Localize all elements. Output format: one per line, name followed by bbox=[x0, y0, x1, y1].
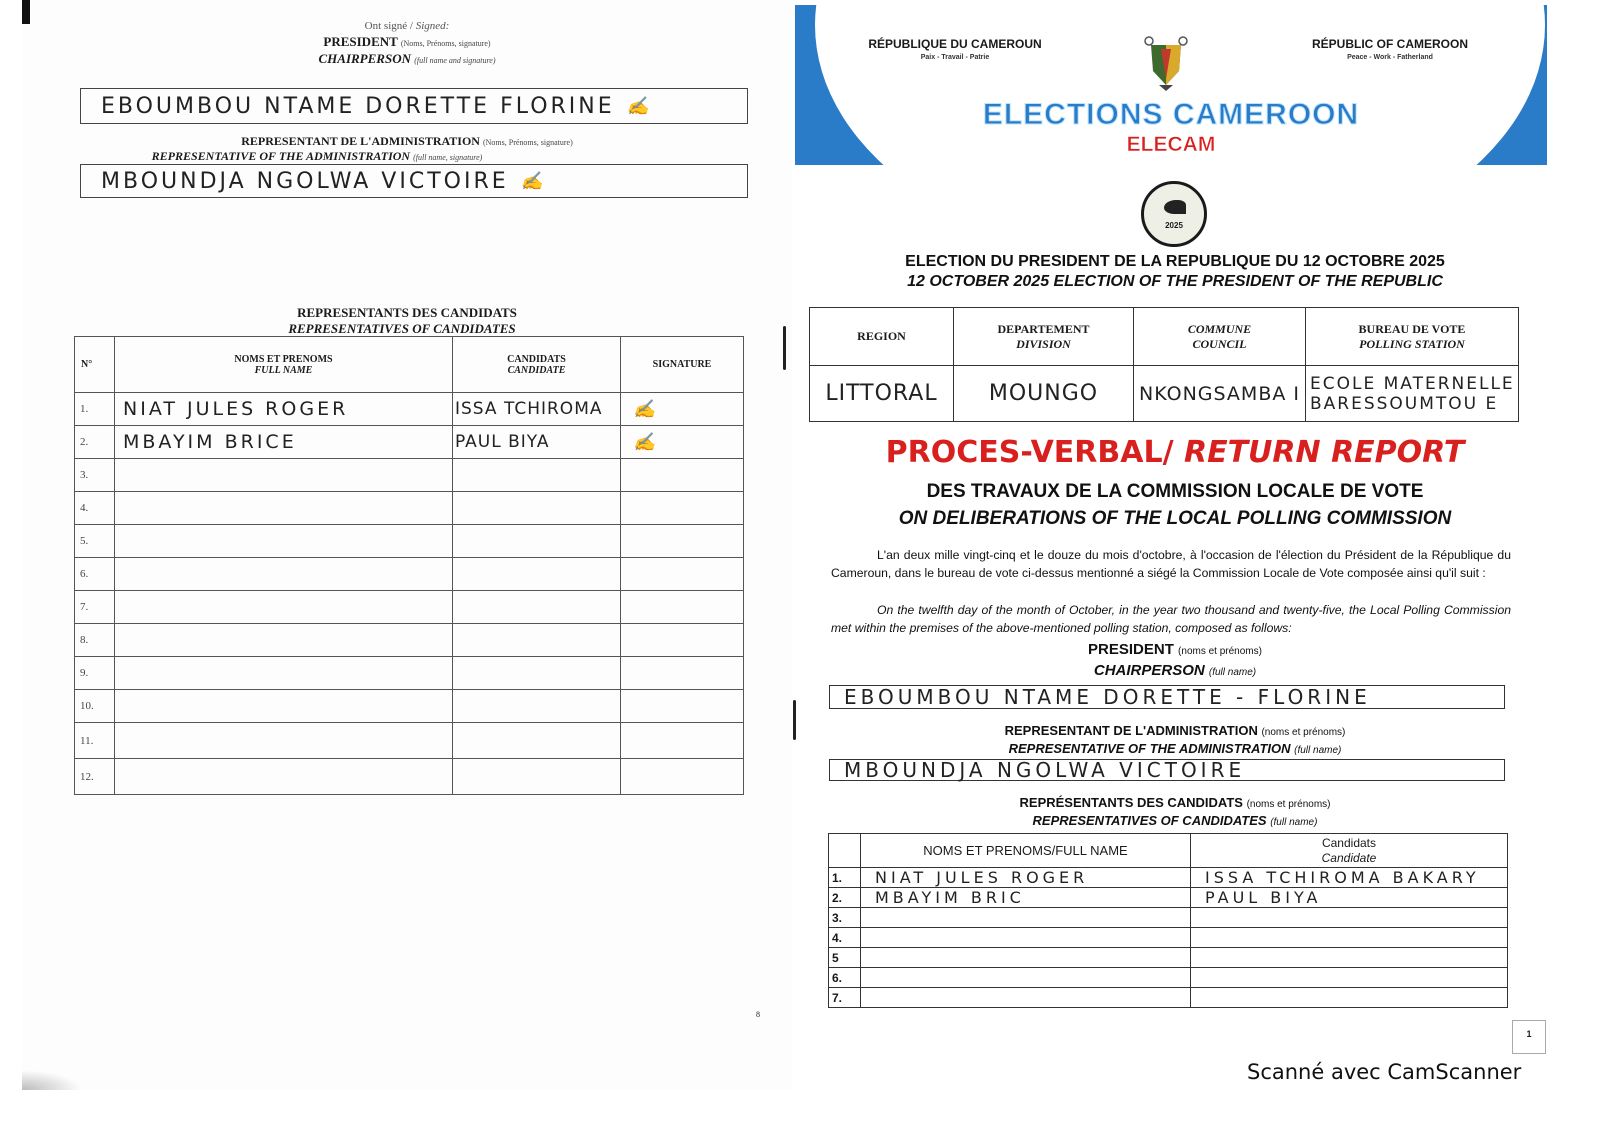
col-full-name: NOMS ET PRENOMS/FULL NAME bbox=[861, 834, 1191, 868]
president-name-field bbox=[829, 685, 1505, 709]
signature-cell bbox=[621, 393, 744, 426]
report-subtitle-fr: DES TRAVAUX DE LA COMMISSION LOCALE DE VOTE bbox=[926, 481, 1424, 502]
col-candidate: Candidats Candidate bbox=[1191, 834, 1508, 868]
candidate-name bbox=[453, 591, 621, 624]
candidate-name bbox=[453, 624, 621, 657]
report-title: PROCES-VERBAL/ RETURN REPORT bbox=[885, 435, 1465, 470]
col-division: DEPARTEMENT DIVISION bbox=[954, 308, 1134, 366]
candidate-name bbox=[1191, 928, 1508, 948]
polling-station-value: ECOLE MATERNELLE BARESSOUMTOU E bbox=[1306, 366, 1519, 422]
row-number: 6. bbox=[829, 968, 861, 988]
signature-cell bbox=[621, 426, 744, 459]
row-number: 5 bbox=[829, 948, 861, 968]
signature-cell bbox=[621, 591, 744, 624]
representative-name bbox=[115, 558, 453, 591]
candidate-name: ISSA TCHIROMA BAKARY bbox=[1191, 868, 1508, 888]
organization-acronym: ELECAM bbox=[1126, 133, 1216, 156]
table-row bbox=[75, 525, 744, 558]
col-no: N° bbox=[75, 337, 115, 393]
row-number: 9. bbox=[75, 657, 115, 690]
table-row bbox=[829, 908, 1508, 928]
candidate-name bbox=[453, 657, 621, 690]
signed-section-header bbox=[22, 20, 792, 67]
table-row bbox=[829, 868, 1508, 888]
representative-name bbox=[115, 759, 453, 795]
signature-cell bbox=[621, 459, 744, 492]
chairperson-label: CHAIRPERSON (full name) bbox=[1093, 662, 1257, 679]
table-row bbox=[829, 968, 1508, 988]
signature-cell bbox=[621, 657, 744, 690]
representative-name bbox=[861, 948, 1191, 968]
region-value: LITTORAL bbox=[810, 366, 954, 422]
candidate-name: PAUL BIYA bbox=[453, 426, 621, 459]
table-row bbox=[829, 888, 1508, 908]
row-number: 11. bbox=[75, 723, 115, 759]
table-row bbox=[75, 558, 744, 591]
administration-label-en: REPRESENTATIVE OF THE ADMINISTRATION (full name) bbox=[1008, 741, 1342, 756]
page-number: 1 bbox=[1512, 1020, 1546, 1054]
election-title: ELECTION DU PRESIDENT DE LA REPUBLIQUE DU 12 OCTOBRE 2025 12 OCTOBER 2025 ELECTION OF THE PRESIDENT OF THE REPUBLIC bbox=[905, 253, 1445, 290]
signature-cell bbox=[621, 759, 744, 795]
candidate-name bbox=[453, 459, 621, 492]
representative-name bbox=[115, 657, 453, 690]
administration-label: REPRESENTANT DE L'ADMINISTRATION (Noms, Prénoms, signature) REPRESENTATIVE OF THE ADMINISTRATION (full name, signature) bbox=[151, 134, 573, 163]
representative-name bbox=[115, 492, 453, 525]
chairperson-label: CHAIRPERSON (full name and signature) bbox=[318, 51, 496, 66]
division-value: MOUNGO bbox=[954, 366, 1134, 422]
table-row bbox=[75, 624, 744, 657]
row-number: 2. bbox=[75, 426, 115, 459]
candidate-name bbox=[1191, 968, 1508, 988]
representative-name: MBAYIM BRICE bbox=[115, 426, 453, 459]
row-number: 12. bbox=[75, 759, 115, 795]
candidate-name bbox=[453, 690, 621, 723]
representative-name bbox=[115, 591, 453, 624]
candidates-label-en: REPRESENTATIVES OF CANDIDATES (full name) bbox=[1032, 813, 1318, 828]
candidate-name bbox=[1191, 908, 1508, 928]
candidates-table bbox=[828, 833, 1508, 1008]
candidate-name bbox=[453, 525, 621, 558]
row-number: 4. bbox=[75, 492, 115, 525]
signature-cell bbox=[621, 525, 744, 558]
table-row bbox=[75, 591, 744, 624]
table-row bbox=[829, 988, 1508, 1008]
header-banner bbox=[795, 5, 1547, 165]
signature-cell bbox=[621, 690, 744, 723]
row-number: 7. bbox=[75, 591, 115, 624]
representative-name: MBAYIM BRIC bbox=[861, 888, 1191, 908]
representative-name: NIAT JULES ROGER bbox=[861, 868, 1191, 888]
representative-name bbox=[861, 968, 1191, 988]
table-row bbox=[75, 393, 744, 426]
representative-name bbox=[115, 690, 453, 723]
candidate-name bbox=[453, 759, 621, 795]
row-number: 4. bbox=[829, 928, 861, 948]
right-page bbox=[795, 5, 1560, 1055]
signature-cell bbox=[621, 723, 744, 759]
margin-mark bbox=[793, 700, 796, 740]
page-shadow bbox=[22, 1070, 82, 1090]
table-row bbox=[75, 690, 744, 723]
row-number: 3. bbox=[75, 459, 115, 492]
col-signature: SIGNATURE bbox=[621, 337, 744, 393]
council-value: NKONGSAMBA I bbox=[1134, 366, 1306, 422]
candidate-name bbox=[453, 492, 621, 525]
row-number: 10. bbox=[75, 690, 115, 723]
row-number: 7. bbox=[829, 988, 861, 1008]
administration-name: MBOUNDJA NGOLWA VICTOIRE bbox=[101, 168, 509, 194]
signature-mark: ✍ bbox=[633, 398, 656, 419]
row-number: 8. bbox=[75, 624, 115, 657]
table-row bbox=[75, 492, 744, 525]
candidate-name bbox=[1191, 988, 1508, 1008]
representative-name bbox=[861, 988, 1191, 1008]
administration-label: REPRESENTANT DE L'ADMINISTRATION (noms et prénoms) bbox=[1004, 723, 1346, 738]
representative-name bbox=[115, 624, 453, 657]
signature-mark: ✍ bbox=[633, 431, 656, 452]
col-council: COMMUNE COUNCIL bbox=[1134, 308, 1306, 366]
row-number: 1. bbox=[75, 393, 115, 426]
col-candidate: CANDIDATS CANDIDATE bbox=[453, 337, 621, 393]
president-name: EBOUMBOU NTAME DORETTE - FLORINE bbox=[844, 685, 1371, 709]
representative-name bbox=[115, 459, 453, 492]
representative-name bbox=[115, 723, 453, 759]
margin-mark bbox=[783, 326, 786, 370]
col-no bbox=[829, 834, 861, 868]
report-subtitle-en: ON DELIBERATIONS OF THE LOCAL POLLING COMMISSION bbox=[898, 508, 1452, 529]
representative-name bbox=[115, 525, 453, 558]
representative-name bbox=[861, 908, 1191, 928]
president-name-field bbox=[80, 88, 748, 124]
representative-name: NIAT JULES ROGER bbox=[115, 393, 453, 426]
row-number: 2. bbox=[829, 888, 861, 908]
camscanner-watermark: Scanné avec CamScanner bbox=[1247, 1060, 1522, 1084]
col-region: REGION bbox=[810, 308, 954, 366]
intro-paragraph-en: On the twelfth day of the month of October, in the year two thousand and twenty-five, the Local Polling Commission met within the premises of the above-mentioned polling station, composed as follows: bbox=[831, 603, 1511, 635]
row-number: 6. bbox=[75, 558, 115, 591]
signature-mark: ✍ bbox=[626, 95, 650, 116]
row-number: 1. bbox=[829, 868, 861, 888]
administration-name-field bbox=[80, 164, 748, 198]
row-number: 3. bbox=[829, 908, 861, 928]
administration-name-field bbox=[829, 759, 1505, 781]
candidates-signature-table bbox=[74, 336, 744, 795]
signature-cell bbox=[621, 492, 744, 525]
table-row bbox=[829, 928, 1508, 948]
signature-cell bbox=[621, 558, 744, 591]
president-label: PRESIDENT (Noms, Prénoms, signature) bbox=[323, 34, 491, 49]
republic-en: RÉPUBLIC OF CAMEROON Peace - Work - Fatherland bbox=[1312, 37, 1468, 61]
col-full-name: NOMS ET PRENOMS FULL NAME bbox=[115, 337, 453, 393]
table-row bbox=[75, 723, 744, 759]
page-number: 8 bbox=[756, 1010, 760, 1019]
candidate-name bbox=[1191, 948, 1508, 968]
table-row bbox=[829, 948, 1508, 968]
intro-paragraph-fr: L'an deux mille vingt-cinq et le douze du mois d'octobre, à l'occasion de l'élection du Président de la République du Cameroun, dans le bureau de vote ci-dessus mentionné a siégé la Commission Locale de Vote composée ainsi qu'il suit : bbox=[831, 548, 1511, 580]
candidate-name: ISSA TCHIROMA bbox=[453, 393, 621, 426]
location-table bbox=[809, 307, 1519, 422]
row-number: 5. bbox=[75, 525, 115, 558]
representative-name bbox=[861, 928, 1191, 948]
candidates-section-title: REPRESENTANTS DES CANDIDATS REPRESENTATIVES OF CANDIDATES bbox=[288, 305, 517, 336]
table-row bbox=[75, 459, 744, 492]
election-seal-icon: 2025 bbox=[1141, 181, 1207, 247]
candidate-name bbox=[453, 723, 621, 759]
left-page bbox=[22, 0, 792, 1090]
coat-of-arms-icon bbox=[1143, 35, 1189, 91]
signed-label: Ont signé / Signed: bbox=[364, 20, 450, 32]
president-label: PRESIDENT (noms et prénoms) bbox=[1088, 641, 1262, 658]
col-polling-station: BUREAU DE VOTE POLLING STATION bbox=[1306, 308, 1519, 366]
table-row bbox=[75, 426, 744, 459]
signature-mark: ✍ bbox=[520, 170, 544, 191]
candidate-name: PAUL BIYA bbox=[1191, 888, 1508, 908]
candidates-label: REPRÉSENTANTS DES CANDIDATS (noms et prénoms) bbox=[1019, 795, 1331, 810]
president-name: EBOUMBOU NTAME DORETTE FLORINE bbox=[101, 93, 615, 119]
candidate-name bbox=[453, 558, 621, 591]
signature-cell bbox=[621, 624, 744, 657]
organization-name: ELECTIONS CAMEROON bbox=[982, 98, 1360, 131]
table-row bbox=[75, 657, 744, 690]
administration-name: MBOUNDJA NGOLWA VICTOIRE bbox=[844, 758, 1246, 782]
republic-fr: RÉPUBLIQUE DU CAMEROUN Paix - Travail - Patrie bbox=[868, 37, 1042, 61]
table-row bbox=[75, 759, 744, 795]
